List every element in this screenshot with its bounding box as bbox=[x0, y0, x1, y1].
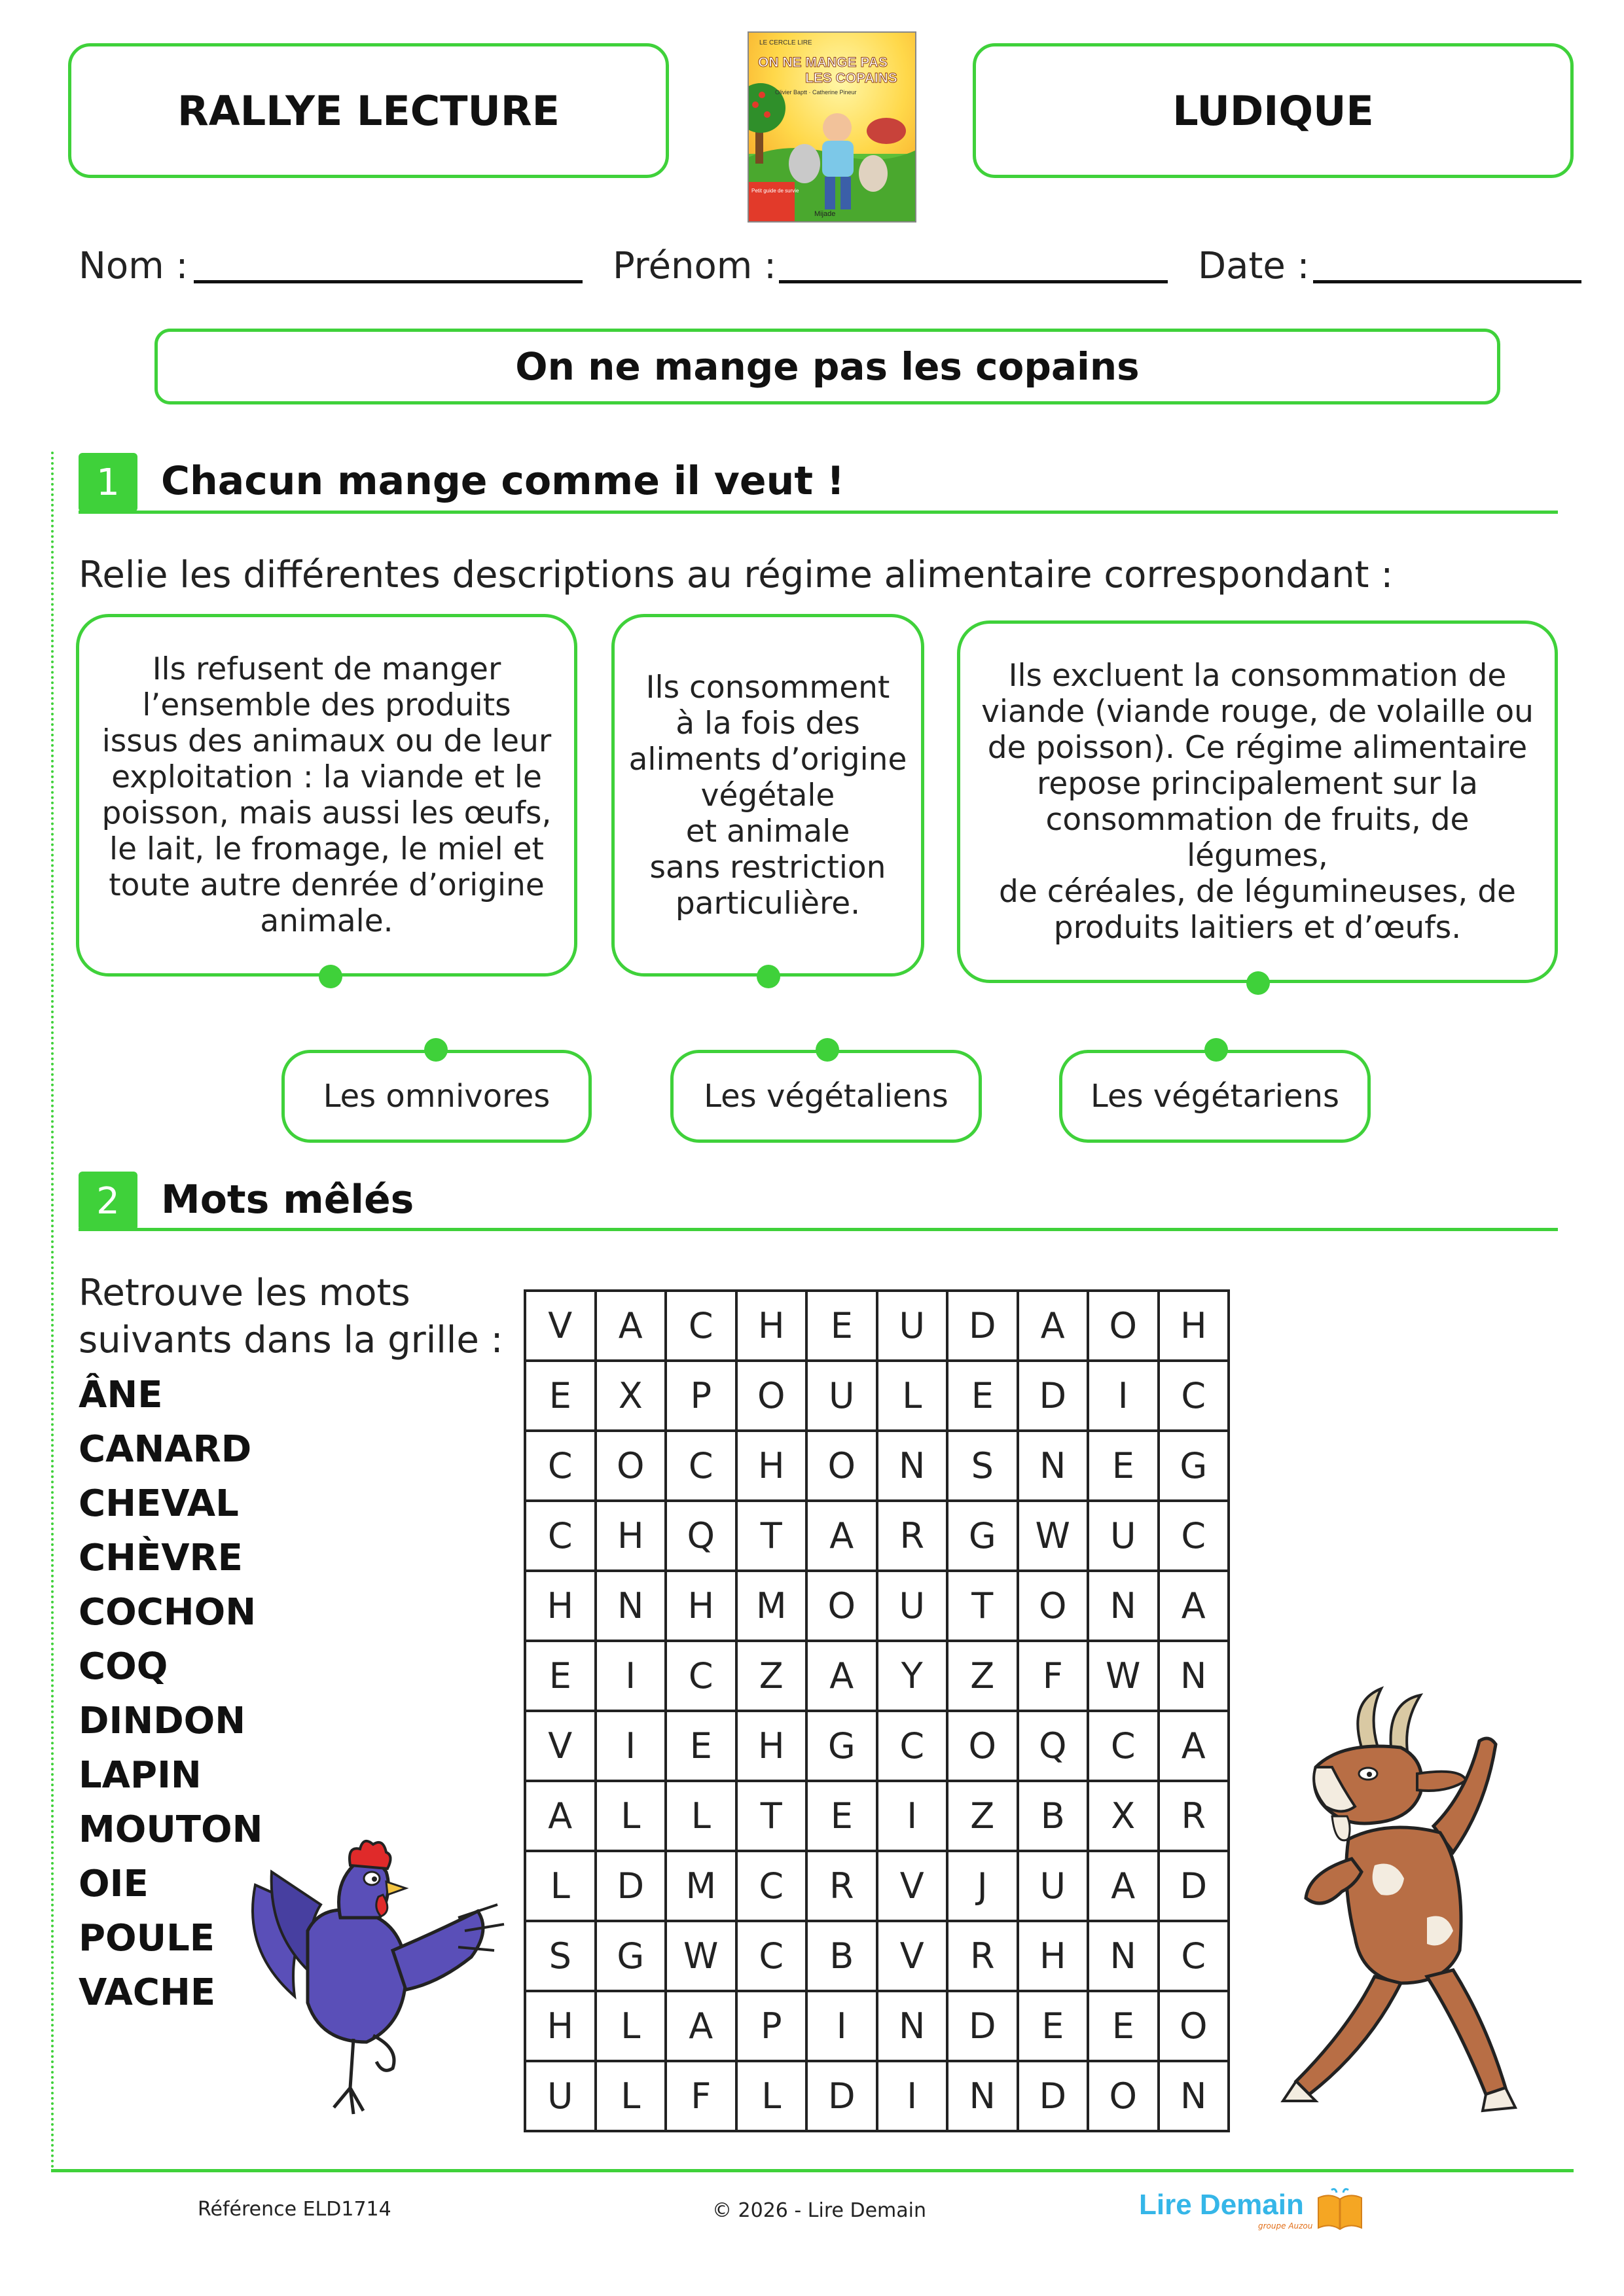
grid-cell[interactable]: G bbox=[947, 1501, 1018, 1571]
section2-title: Mots mêlés bbox=[161, 1177, 414, 1223]
grid-cell[interactable]: O bbox=[1018, 1571, 1089, 1641]
grid-cell[interactable]: R bbox=[947, 1921, 1018, 1991]
header-right-box bbox=[973, 43, 1574, 178]
section1-instruction: Relie les différentes descriptions au régime alimentaire correspondant : bbox=[79, 554, 1394, 596]
grid-cell[interactable]: C bbox=[666, 1641, 736, 1711]
grid-cell[interactable]: H bbox=[736, 1711, 807, 1781]
grid-cell[interactable]: O bbox=[806, 1431, 877, 1501]
grid-cell[interactable]: C bbox=[525, 1431, 596, 1501]
category-box-vegetariens bbox=[1059, 1050, 1371, 1143]
grid-cell[interactable]: E bbox=[1088, 1431, 1159, 1501]
description-line: Ils excluent la consommation de bbox=[1008, 658, 1507, 694]
book-cover-illustration bbox=[749, 33, 915, 221]
grid-cell[interactable]: D bbox=[1159, 1851, 1229, 1921]
footer-rule bbox=[51, 2169, 1574, 2172]
grid-cell[interactable]: G bbox=[596, 1921, 666, 1991]
grid-cell[interactable]: S bbox=[525, 1921, 596, 1991]
grid-cell[interactable]: P bbox=[666, 1361, 736, 1431]
grid-cell[interactable]: Z bbox=[947, 1781, 1018, 1851]
grid-cell[interactable]: O bbox=[1088, 2061, 1159, 2131]
grid-cell[interactable]: A bbox=[1159, 1571, 1229, 1641]
word-item: MOUTON bbox=[79, 1808, 263, 1851]
cover-authors: Olivier Baptt · Catherine Pineur bbox=[775, 89, 857, 96]
grid-cell[interactable]: U bbox=[877, 1291, 948, 1361]
grid-cell[interactable]: G bbox=[806, 1711, 877, 1781]
word-search-grid bbox=[524, 1289, 1230, 2132]
grid-cell[interactable]: M bbox=[736, 1571, 807, 1641]
grid-cell[interactable]: V bbox=[877, 1851, 948, 1921]
word-item: CHEVAL bbox=[79, 1482, 239, 1525]
grid-row bbox=[525, 1571, 1229, 1641]
category-label: Les végétaliens bbox=[704, 1078, 948, 1115]
grid-cell[interactable]: I bbox=[1088, 1361, 1159, 1431]
description-line: Ils refusent de manger bbox=[152, 651, 501, 687]
description-dot-2[interactable] bbox=[757, 965, 780, 988]
grid-cell[interactable]: D bbox=[947, 1291, 1018, 1361]
description-line: aliments d’origine bbox=[628, 741, 907, 778]
cover-small-text: LE CERCLE LIRE bbox=[759, 39, 812, 46]
grid-cell[interactable]: H bbox=[1159, 1291, 1229, 1361]
grid-cell[interactable]: W bbox=[666, 1921, 736, 1991]
grid-row bbox=[525, 1921, 1229, 1991]
goat-illustration bbox=[1270, 1676, 1545, 2121]
grid-cell[interactable]: C bbox=[1159, 1361, 1229, 1431]
grid-cell[interactable]: D bbox=[947, 1991, 1018, 2061]
grid-cell[interactable]: L bbox=[596, 2061, 666, 2131]
grid-cell[interactable]: Z bbox=[947, 1641, 1018, 1711]
name-field[interactable] bbox=[194, 280, 583, 283]
grid-cell[interactable]: U bbox=[1018, 1851, 1089, 1921]
grid-cell[interactable]: G bbox=[1159, 1431, 1229, 1501]
description-box-vegan bbox=[76, 614, 577, 977]
word-item: OIE bbox=[79, 1863, 149, 1905]
description-dot-1[interactable] bbox=[319, 965, 342, 988]
grid-cell[interactable]: T bbox=[736, 1781, 807, 1851]
grid-cell[interactable]: C bbox=[1088, 1711, 1159, 1781]
grid-cell[interactable]: C bbox=[736, 1921, 807, 1991]
description-line: Ils consomment bbox=[645, 669, 890, 706]
description-box-omnivore bbox=[611, 614, 924, 977]
grid-cell[interactable]: A bbox=[525, 1781, 596, 1851]
brand-name: Lire Demain bbox=[1139, 2189, 1304, 2221]
grid-cell[interactable]: N bbox=[596, 1571, 666, 1641]
description-line: de poisson). Ce régime alimentaire bbox=[987, 730, 1528, 766]
grid-cell[interactable]: X bbox=[1088, 1781, 1159, 1851]
grid-cell[interactable]: L bbox=[525, 1851, 596, 1921]
rallye-title: RALLYE LECTURE bbox=[177, 86, 560, 135]
footer-copyright: © 2026 - Lire Demain bbox=[712, 2199, 927, 2222]
grid-cell[interactable]: D bbox=[806, 2061, 877, 2131]
goat-icon bbox=[1270, 1676, 1545, 2121]
grid-cell[interactable]: E bbox=[1088, 1991, 1159, 2061]
description-dot-3[interactable] bbox=[1246, 971, 1270, 995]
brand-logo bbox=[1139, 2186, 1368, 2238]
grid-cell[interactable]: A bbox=[596, 1291, 666, 1361]
section1-number: 1 bbox=[79, 453, 137, 512]
grid-cell[interactable]: T bbox=[947, 1571, 1018, 1641]
category-title: LUDIQUE bbox=[1172, 86, 1374, 135]
grid-cell[interactable]: H bbox=[596, 1501, 666, 1571]
grid-cell[interactable]: N bbox=[1018, 1431, 1089, 1501]
grid-cell[interactable]: E bbox=[666, 1711, 736, 1781]
grid-cell[interactable]: E bbox=[947, 1361, 1018, 1431]
grid-row bbox=[525, 1711, 1229, 1781]
grid-cell[interactable]: B bbox=[1018, 1781, 1089, 1851]
grid-cell[interactable]: R bbox=[877, 1501, 948, 1571]
word-item: CHÈVRE bbox=[79, 1537, 243, 1579]
grid-cell[interactable]: A bbox=[666, 1991, 736, 2061]
description-line: viande (viande rouge, de volaille ou bbox=[981, 694, 1534, 730]
grid-cell[interactable]: Y bbox=[877, 1641, 948, 1711]
grid-cell[interactable]: L bbox=[596, 1991, 666, 2061]
cover-side-text: Petit guide de survie bbox=[751, 188, 799, 194]
header-left-box bbox=[68, 43, 669, 178]
grid-cell[interactable]: N bbox=[1159, 1641, 1229, 1711]
firstname-label: Prénom : bbox=[613, 245, 777, 287]
grid-cell[interactable]: I bbox=[877, 2061, 948, 2131]
cover-publisher: Mijade bbox=[814, 210, 836, 218]
grid-cell[interactable]: R bbox=[1159, 1781, 1229, 1851]
grid-cell[interactable]: E bbox=[1018, 1991, 1089, 2061]
grid-cell[interactable]: O bbox=[1159, 1991, 1229, 2061]
description-line: de céréales, de légumineuses, de bbox=[999, 874, 1516, 910]
grid-row bbox=[525, 1361, 1229, 1431]
description-line: animale. bbox=[260, 903, 393, 939]
grid-cell[interactable]: D bbox=[1018, 1361, 1089, 1431]
description-line: poisson, mais aussi les œufs, bbox=[101, 795, 552, 831]
word-item: DINDON bbox=[79, 1700, 246, 1742]
grid-cell[interactable]: H bbox=[736, 1431, 807, 1501]
grid-cell[interactable]: H bbox=[736, 1291, 807, 1361]
grid-cell[interactable]: U bbox=[525, 2061, 596, 2131]
category-label: Les végétariens bbox=[1091, 1078, 1339, 1115]
name-label: Nom : bbox=[79, 245, 189, 287]
grid-cell[interactable]: C bbox=[1159, 1921, 1229, 1991]
rooster-icon bbox=[242, 1833, 517, 2134]
grid-cell[interactable]: C bbox=[877, 1711, 948, 1781]
word-item: VACHE bbox=[79, 1971, 216, 2014]
brand-sub: groupe Auzou bbox=[1258, 2221, 1313, 2231]
grid-cell[interactable]: E bbox=[806, 1781, 877, 1851]
grid-cell[interactable]: O bbox=[596, 1431, 666, 1501]
section2-rule bbox=[79, 1228, 1558, 1231]
category-label: Les omnivores bbox=[323, 1078, 550, 1115]
margin-dotted-line bbox=[51, 452, 54, 2170]
section1-title: Chacun mange comme il veut ! bbox=[161, 458, 845, 504]
grid-cell[interactable]: U bbox=[1088, 1501, 1159, 1571]
instruction-line-2: suivants dans la grille : bbox=[79, 1319, 503, 1361]
footer-reference: Référence ELD1714 bbox=[198, 2198, 391, 2221]
category-box-omnivores bbox=[281, 1050, 592, 1143]
word-item: POULE bbox=[79, 1917, 215, 1960]
grid-cell[interactable]: E bbox=[525, 1361, 596, 1431]
section2-number: 2 bbox=[79, 1172, 137, 1230]
book-title: On ne mange pas les copains bbox=[515, 344, 1140, 389]
description-line: consommation de fruits, de légumes, bbox=[1045, 802, 1470, 874]
grid-cell[interactable]: N bbox=[877, 1991, 948, 2061]
grid-cell[interactable]: L bbox=[596, 1781, 666, 1851]
grid-row bbox=[525, 1641, 1229, 1711]
grid-row bbox=[525, 1431, 1229, 1501]
grid-cell[interactable]: E bbox=[525, 1641, 596, 1711]
cover-title-line1: ON NE MANGE PAS bbox=[758, 55, 888, 70]
grid-cell[interactable]: A bbox=[1018, 1291, 1089, 1361]
grid-cell[interactable]: A bbox=[806, 1641, 877, 1711]
grid-cell[interactable]: L bbox=[877, 1361, 948, 1431]
section2-instruction bbox=[79, 1270, 503, 1364]
grid-cell[interactable]: J bbox=[947, 1851, 1018, 1921]
grid-cell[interactable]: U bbox=[806, 1361, 877, 1431]
grid-cell[interactable]: I bbox=[596, 1641, 666, 1711]
grid-cell[interactable]: X bbox=[596, 1361, 666, 1431]
grid-cell[interactable]: A bbox=[806, 1501, 877, 1571]
description-line: particulière. bbox=[675, 885, 861, 922]
book-title-box bbox=[154, 329, 1500, 404]
grid-row bbox=[525, 1291, 1229, 1361]
grid-cell[interactable]: D bbox=[1018, 2061, 1089, 2131]
grid-cell[interactable]: W bbox=[1018, 1501, 1089, 1571]
description-line: le lait, le fromage, le miel et bbox=[109, 831, 544, 867]
grid-cell[interactable]: I bbox=[596, 1711, 666, 1781]
description-line: à la fois des bbox=[676, 705, 860, 742]
description-line: toute autre denrée d’origine bbox=[109, 867, 545, 903]
grid-cell[interactable]: C bbox=[666, 1431, 736, 1501]
grid-cell[interactable]: V bbox=[877, 1921, 948, 1991]
grid-cell[interactable]: N bbox=[1159, 2061, 1229, 2131]
grid-cell[interactable]: F bbox=[666, 2061, 736, 2131]
grid-cell[interactable]: W bbox=[1088, 1641, 1159, 1711]
grid-row bbox=[525, 1501, 1229, 1571]
grid-cell[interactable]: N bbox=[947, 2061, 1018, 2131]
grid-cell[interactable]: H bbox=[1018, 1921, 1089, 1991]
description-line: produits laitiers et d’œufs. bbox=[1053, 910, 1462, 946]
grid-cell[interactable]: N bbox=[1088, 1571, 1159, 1641]
description-line: issus des animaux ou de leur bbox=[101, 723, 552, 759]
grid-cell[interactable]: T bbox=[736, 1501, 807, 1571]
grid-cell[interactable]: H bbox=[525, 1991, 596, 2061]
grid-cell[interactable]: F bbox=[1018, 1641, 1089, 1711]
grid-cell[interactable]: I bbox=[877, 1781, 948, 1851]
section1-rule bbox=[79, 511, 1558, 514]
grid-cell[interactable]: M bbox=[666, 1851, 736, 1921]
grid-cell[interactable]: R bbox=[806, 1851, 877, 1921]
word-item: COQ bbox=[79, 1645, 168, 1688]
description-line: exploitation : la viande et le bbox=[111, 759, 542, 795]
grid-cell[interactable]: O bbox=[736, 1361, 807, 1431]
description-line: sans restriction bbox=[649, 849, 886, 886]
date-label: Date : bbox=[1198, 245, 1310, 287]
word-item: CANARD bbox=[79, 1428, 252, 1471]
description-line: et animale bbox=[685, 813, 850, 850]
grid-cell[interactable]: H bbox=[525, 1571, 596, 1641]
grid-cell[interactable]: O bbox=[806, 1571, 877, 1641]
grid-cell[interactable]: C bbox=[1159, 1501, 1229, 1571]
description-line: végétale bbox=[700, 777, 835, 814]
rooster-illustration bbox=[242, 1833, 517, 2134]
cover-title-line2: LES COPAINS bbox=[805, 71, 897, 86]
grid-cell[interactable]: N bbox=[1088, 1921, 1159, 1991]
grid-cell[interactable]: E bbox=[806, 1291, 877, 1361]
firstname-field[interactable] bbox=[779, 280, 1168, 283]
grid-cell[interactable]: V bbox=[525, 1291, 596, 1361]
grid-cell[interactable]: A bbox=[1159, 1711, 1229, 1781]
book-cover bbox=[748, 31, 916, 223]
grid-cell[interactable]: B bbox=[806, 1921, 877, 1991]
grid-row bbox=[525, 1851, 1229, 1921]
grid-row bbox=[525, 2061, 1229, 2131]
instruction-line-1: Retrouve les mots bbox=[79, 1272, 410, 1314]
grid-cell[interactable]: Z bbox=[736, 1641, 807, 1711]
grid-cell[interactable]: N bbox=[877, 1431, 948, 1501]
grid-cell[interactable]: U bbox=[877, 1571, 948, 1641]
word-item: COCHON bbox=[79, 1591, 257, 1634]
grid-cell[interactable]: H bbox=[666, 1571, 736, 1641]
grid-cell[interactable]: C bbox=[666, 1291, 736, 1361]
grid-cell[interactable]: O bbox=[1088, 1291, 1159, 1361]
grid-cell[interactable]: L bbox=[666, 1781, 736, 1851]
description-box-vegetarian bbox=[957, 620, 1558, 983]
word-list bbox=[79, 1368, 262, 2020]
grid-cell[interactable]: C bbox=[736, 1851, 807, 1921]
grid-cell[interactable]: I bbox=[806, 1991, 877, 2061]
date-field[interactable] bbox=[1313, 280, 1581, 283]
category-box-vegetaliens bbox=[670, 1050, 982, 1143]
grid-cell[interactable]: O bbox=[947, 1711, 1018, 1781]
word-item: ÂNE bbox=[79, 1374, 163, 1416]
grid-cell[interactable]: D bbox=[596, 1851, 666, 1921]
grid-cell[interactable]: Q bbox=[1018, 1711, 1089, 1781]
grid-cell[interactable]: A bbox=[1088, 1851, 1159, 1921]
grid-cell[interactable]: V bbox=[525, 1711, 596, 1781]
grid-cell[interactable]: S bbox=[947, 1431, 1018, 1501]
description-line: l’ensemble des produits bbox=[142, 687, 511, 723]
description-line: repose principalement sur la bbox=[1037, 766, 1478, 802]
book-logo-icon bbox=[1316, 2186, 1364, 2232]
word-item: LAPIN bbox=[79, 1754, 202, 1797]
grid-cell[interactable]: Q bbox=[666, 1501, 736, 1571]
grid-cell[interactable]: C bbox=[525, 1501, 596, 1571]
grid-row bbox=[525, 1991, 1229, 2061]
grid-cell[interactable]: P bbox=[736, 1991, 807, 2061]
grid-row bbox=[525, 1781, 1229, 1851]
grid-cell[interactable]: L bbox=[736, 2061, 807, 2131]
